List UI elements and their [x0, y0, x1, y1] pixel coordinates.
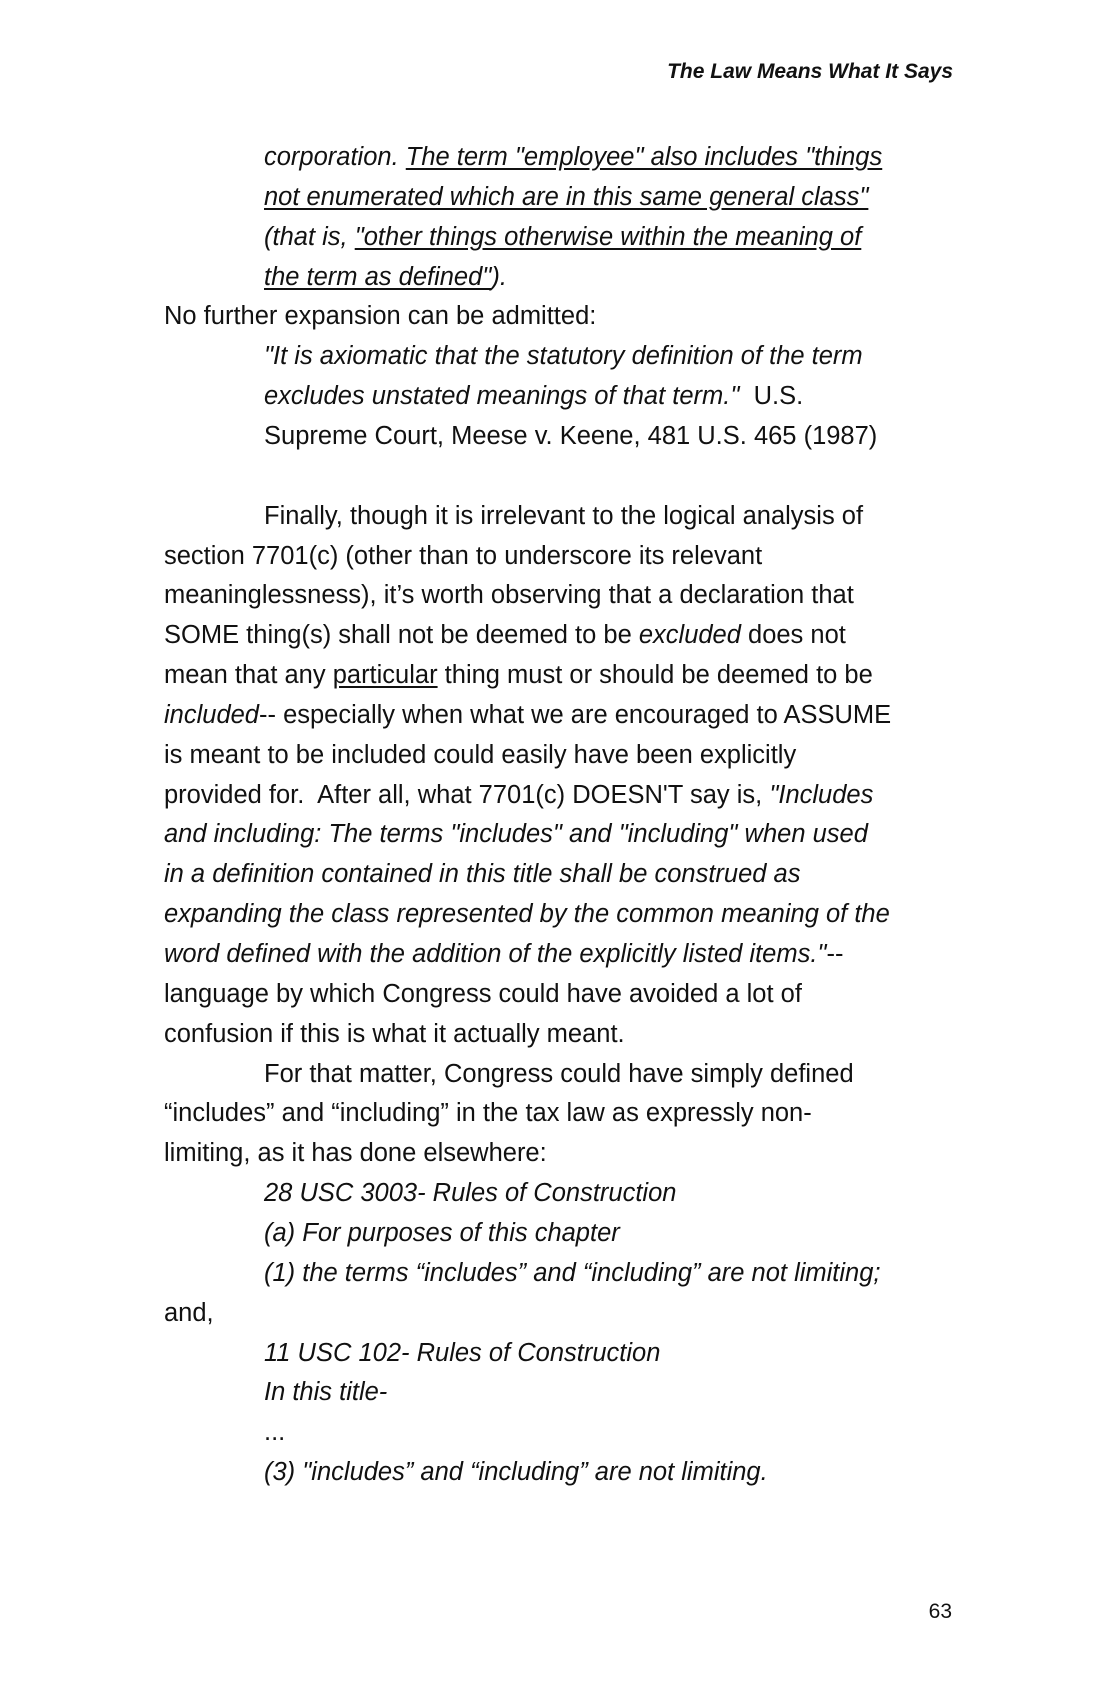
text-line — [164, 1093, 812, 1133]
text-segment: No further expansion can be admitted: — [164, 302, 597, 331]
text-line — [164, 735, 796, 775]
text-segment: limiting, as it has done elsewhere: — [164, 1139, 547, 1168]
italic-text: (a) For purposes of this chapter — [264, 1218, 620, 1247]
italic-text: "It is axiomatic that the statutory definition of the term — [264, 342, 863, 371]
text-line — [264, 1452, 768, 1492]
italic-text: (that is, — [264, 222, 355, 251]
italic-text: expanding the class represented by the common meaning of the — [164, 900, 890, 929]
italic-text: ). — [491, 262, 507, 291]
text-line — [164, 974, 802, 1014]
text-segment: Supreme Court, Meese v. Keene, 481 U.S. 465 (1987) — [264, 421, 878, 450]
text-line — [264, 336, 863, 376]
text-segment: provided for. After all, what 7701(c) DOESN'T say is, — [164, 780, 770, 809]
text-line — [264, 496, 863, 536]
italic-text: 11 USC 102- Rules of Construction — [264, 1338, 661, 1367]
italic-text: (3) "includes” and “including” are not limiting. — [264, 1458, 768, 1487]
text-line — [264, 1372, 387, 1412]
text-line — [264, 257, 507, 297]
text-line — [164, 814, 868, 854]
text-line — [264, 1333, 660, 1373]
text-segment: language by which Congress could have avoided a lot of — [164, 979, 802, 1008]
text-line — [164, 1014, 625, 1054]
text-segment: -- especially when what we are encouraged to ASSUME — [259, 700, 892, 729]
text-line — [264, 1054, 854, 1094]
text-line — [264, 1253, 881, 1293]
italic-text: excludes unstated meanings of that term." — [264, 382, 740, 411]
text-segment: U.S. — [739, 382, 804, 411]
text-line — [164, 1293, 214, 1333]
text-line — [264, 1412, 285, 1452]
text-line — [164, 536, 762, 576]
italic-text: corporation. — [264, 143, 406, 171]
text-segment: “includes” and “including” in the tax law as expressly non- — [164, 1099, 812, 1128]
text-line — [164, 775, 873, 815]
text-segment: mean that any — [164, 661, 333, 690]
text-line — [264, 376, 803, 416]
text-segment: does not — [740, 621, 846, 650]
italic-text: and including: The terms "includes" and "including" when used — [164, 820, 868, 849]
text-line — [164, 1133, 547, 1173]
underlined-text: "other things otherwise within the meaning of — [354, 222, 862, 251]
underlined-text: not enumerated which are in this same general class" — [264, 182, 869, 211]
italic-text: included — [164, 700, 259, 729]
italic-text: (1) the terms “includes” and “including” are not limiting; — [264, 1258, 881, 1287]
text-segment: meaninglessness), it’s worth observing that a declaration that — [164, 581, 854, 610]
text-line — [164, 296, 596, 336]
text-segment: thing must or should be deemed to be — [437, 661, 873, 690]
text-line — [164, 894, 890, 934]
text-line — [164, 655, 873, 695]
underlined-text: the term as defined" — [264, 262, 492, 291]
text-segment: ... — [264, 1418, 286, 1447]
text-segment: section 7701(c) (other than to underscore its relevant — [164, 541, 763, 570]
text-line — [264, 416, 877, 456]
text-segment: For that matter, Congress could have simply defined — [264, 1059, 854, 1088]
text-line — [164, 615, 846, 655]
underlined-text: The term "employee" also includes "things — [405, 143, 883, 171]
text-line — [164, 575, 854, 615]
text-line — [164, 695, 891, 735]
text-line — [264, 177, 868, 217]
text-line — [164, 934, 843, 974]
underlined-text: particular — [332, 661, 438, 690]
text-line — [164, 854, 800, 894]
text-segment: is meant to be included could easily have been explicitly — [164, 740, 797, 769]
text-line — [264, 1213, 620, 1253]
italic-text: word defined with the addition of the explicitly listed items." — [164, 940, 827, 968]
text-segment: SOME thing(s) shall not be deemed to be — [164, 621, 639, 650]
text-line — [264, 137, 882, 177]
text-line — [264, 217, 861, 257]
text-segment: and, — [164, 1298, 214, 1327]
italic-text: 28 USC 3003- Rules of Construction — [264, 1179, 677, 1208]
running-header: The Law Means What It Says — [667, 60, 953, 83]
italic-text: in a definition contained in this title shall be construed as — [164, 860, 801, 889]
text-segment: confusion if this is what it actually meant. — [164, 1019, 625, 1048]
page-number: 63 — [928, 1600, 952, 1623]
text-segment: -- — [826, 940, 844, 968]
italic-text: excluded — [638, 621, 741, 650]
text-line — [264, 1173, 676, 1213]
italic-text: In this title- — [264, 1378, 388, 1407]
italic-text: "Includes — [769, 780, 874, 809]
text-segment: Finally, though it is irrelevant to the logical analysis of — [264, 501, 864, 530]
